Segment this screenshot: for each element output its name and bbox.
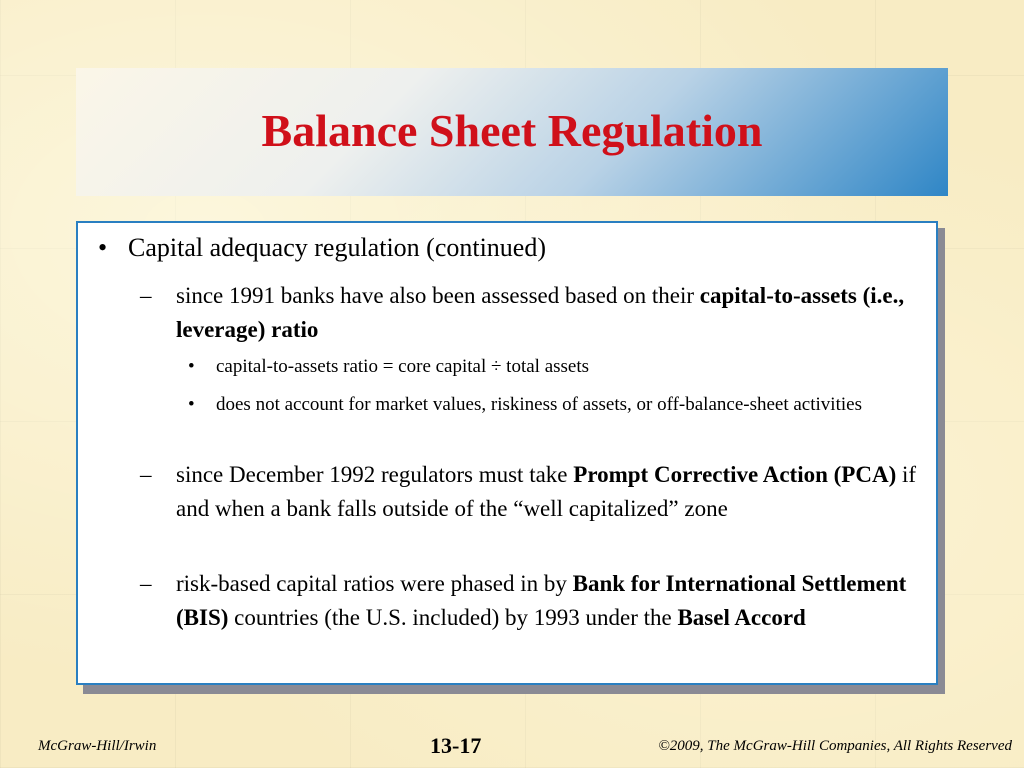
bold-term: capital-to-assets (i.e., leverage) ratio xyxy=(176,283,905,342)
bullet-level1 xyxy=(88,233,546,263)
text-run: since 1991 banks have also been assessed based on their xyxy=(176,283,700,308)
sub-item-2 xyxy=(138,458,918,526)
footer-publisher: McGraw-Hill/Irwin xyxy=(38,738,157,754)
bullet-icon: • xyxy=(188,394,195,415)
text-run: since December 1992 regulators must take xyxy=(176,462,574,487)
dash-icon: – xyxy=(140,462,152,487)
sub-item-3 xyxy=(138,567,918,635)
title-banner xyxy=(76,68,948,196)
bullet-text: Capital adequacy regulation (continued) xyxy=(128,233,547,262)
sub-item-1 xyxy=(138,279,918,347)
dash-icon: – xyxy=(140,283,152,308)
bullet-icon: • xyxy=(188,356,195,377)
bullet-icon: • xyxy=(98,233,108,262)
footer-copyright: ©2009, The McGraw-Hill Companies, All Rights Reserved xyxy=(658,738,1012,754)
sub-sub-item-1 xyxy=(188,352,888,382)
slide-title: Balance Sheet Regulation xyxy=(261,104,763,156)
sub-sub-item-2 xyxy=(188,390,888,420)
sub-item-text xyxy=(176,567,918,635)
dash-icon: – xyxy=(140,571,152,596)
text-run: risk-based capital ratios were phased in by xyxy=(176,571,573,596)
sub-item-text xyxy=(176,279,918,347)
content-box xyxy=(76,221,938,685)
sub-item-text xyxy=(176,458,918,526)
bold-term: Basel Accord xyxy=(677,605,806,630)
sub-sub-item-text: does not account for market values, riskiness of assets, or off-balance-sheet activities xyxy=(216,394,862,415)
text-run: if and when a bank falls outside of the “well capitalized” zone xyxy=(176,462,917,521)
bold-term: Bank for International Settlement (BIS) xyxy=(176,571,907,630)
text-run: countries (the U.S. included) by 1993 under the xyxy=(228,605,678,630)
bold-term: Prompt Corrective Action (PCA) xyxy=(573,462,897,487)
footer-page-number: 13-17 xyxy=(430,733,482,758)
sub-sub-item-text: capital-to-assets ratio = core capital ÷ total assets xyxy=(216,356,590,377)
